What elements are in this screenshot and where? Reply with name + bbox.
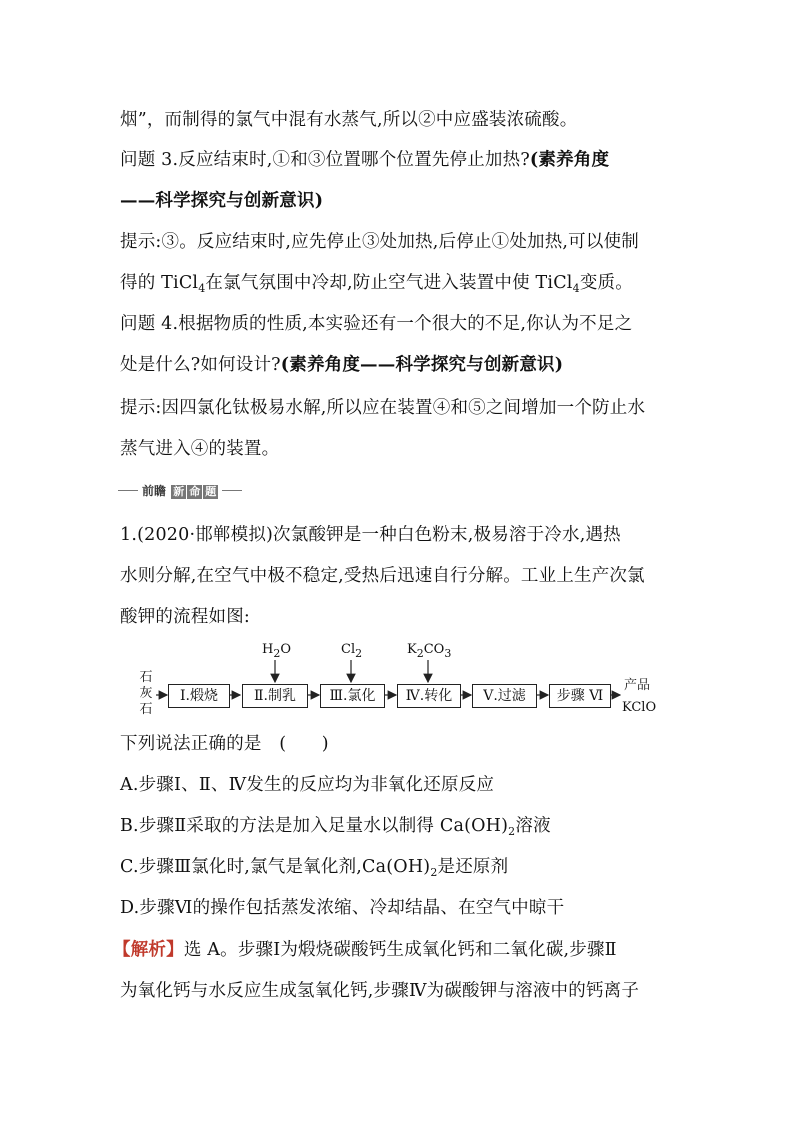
text-seg: 得的 TiCl xyxy=(120,273,199,293)
text-seg: 变质。 xyxy=(579,273,633,293)
hint-3-line2 xyxy=(120,271,633,301)
analysis-line2: 为氧化钙与水反应生成氢氧化钙,步骤Ⅳ为碳酸钾与溶液中的钙离子 xyxy=(120,981,640,1001)
subscript: 2 xyxy=(416,647,424,660)
option-a: A.步骤Ⅰ、Ⅱ、Ⅳ发生的反应均为非氧化还原反应 xyxy=(120,775,495,795)
reagent-water xyxy=(262,642,291,662)
product-label: 产品 xyxy=(624,678,651,693)
analysis-text: 选 A。步骤Ⅰ为煅烧碳酸钙生成氧化钙和二氧化碳,步骤Ⅱ xyxy=(183,940,617,960)
question-1-line1: 1.(2020·邯郸模拟)次氯酸钾是一种白色粉末,极易溶于冷水,遇热 xyxy=(120,525,621,545)
text-seg: B.步骤Ⅱ采取的方法是加入足量水以制得 Ca(OH) xyxy=(120,816,509,836)
formula-part: CO xyxy=(423,642,445,657)
product-formula: KClO xyxy=(622,700,657,715)
subscript: 2 xyxy=(508,825,516,838)
badge-rule-right xyxy=(222,490,242,491)
text-seg: 在氯气氛围中冷却,防止空气进入装置中使 TiCl xyxy=(205,273,573,293)
badge-prefix: 前瞻 xyxy=(142,484,167,498)
question-4-line1: 问题 4.根据物质的性质,本实验还有一个很大的不足,你认为不足之 xyxy=(120,314,633,334)
flow-step-calcine: Ⅰ.煅烧 xyxy=(168,684,230,708)
badge-char: 题 xyxy=(205,485,217,498)
flow-step-slurry: Ⅱ.制乳 xyxy=(242,684,308,708)
badge-char: 新 xyxy=(173,485,185,498)
question-stem: 下列说法正确的是 ( ) xyxy=(120,734,329,754)
flow-step-chlorinate: Ⅲ.氯化 xyxy=(320,684,385,708)
flow-step-6: 步骤 Ⅵ xyxy=(549,684,611,708)
subscript: 2 xyxy=(430,866,438,879)
literacy-tag: (素养角度——科学探究与创新意识) xyxy=(280,355,564,375)
reagent-potassium-carbonate xyxy=(407,642,451,662)
question-4-line2 xyxy=(120,353,563,377)
formula-part: Cl xyxy=(341,642,356,657)
subscript: 2 xyxy=(273,647,281,660)
paragraph-line: 烟”，而制得的氯气中混有水蒸气,所以②中应盛装浓硫酸。 xyxy=(120,110,578,130)
badge-rule-left xyxy=(118,490,138,491)
section-badge xyxy=(118,482,242,500)
badge-char: 命 xyxy=(189,485,201,498)
formula-part: H xyxy=(262,642,274,657)
analysis-tag: 【解析】 xyxy=(113,940,184,960)
subscript: 2 xyxy=(355,647,363,660)
start-material-char: 石 xyxy=(139,702,153,717)
option-b xyxy=(120,814,551,844)
question-1-line2: 水则分解,在空气中极不稳定,受热后迅速自行分解。工业上生产次氯 xyxy=(120,566,645,586)
start-material-char: 石 xyxy=(139,670,153,685)
question-4-text: 处是什么?如何设计? xyxy=(120,355,281,375)
flow-step-convert: Ⅳ.转化 xyxy=(397,684,461,708)
literacy-tag-cont: ——科学探究与创新意识) xyxy=(120,191,324,211)
text-seg: C.步骤Ⅲ氯化时,氯气是氧化剂,Ca(OH) xyxy=(120,857,431,877)
flow-step-filter: Ⅴ.过滤 xyxy=(472,684,537,708)
question-3-text: 问题 3.反应结束时,①和③位置哪个位置先停止加热? xyxy=(120,150,530,170)
hint-4-line2: 蒸气进入④的装置。 xyxy=(120,439,280,459)
subscript: 4 xyxy=(572,282,580,295)
option-d: D.步骤Ⅵ的操作包括蒸发浓缩、冷却结晶、在空气中晾干 xyxy=(120,898,565,918)
badge-label xyxy=(142,482,218,500)
start-material-char: 灰 xyxy=(139,686,153,701)
analysis-line1 xyxy=(113,938,617,962)
text-seg: 是还原剂 xyxy=(437,857,509,877)
hint-3-line1: 提示:③。反应结束时,应先停止③处加热,后停止①处加热,可以使制 xyxy=(120,232,639,252)
text-seg: 溶液 xyxy=(515,816,551,836)
option-c xyxy=(120,855,508,885)
formula-part: O xyxy=(280,642,292,657)
hint-4-line1: 提示:因四氯化钛极易水解,所以应在装置④和⑤之间增加一个防止水 xyxy=(120,398,646,418)
reagent-chlorine xyxy=(341,642,362,662)
literacy-tag: (素养角度 xyxy=(529,150,610,170)
formula-part: K xyxy=(407,642,417,657)
subscript: 4 xyxy=(198,282,206,295)
subscript: 3 xyxy=(444,647,452,660)
question-1-line3: 酸钾的流程如图: xyxy=(120,607,250,627)
question-3-heading xyxy=(120,148,609,172)
